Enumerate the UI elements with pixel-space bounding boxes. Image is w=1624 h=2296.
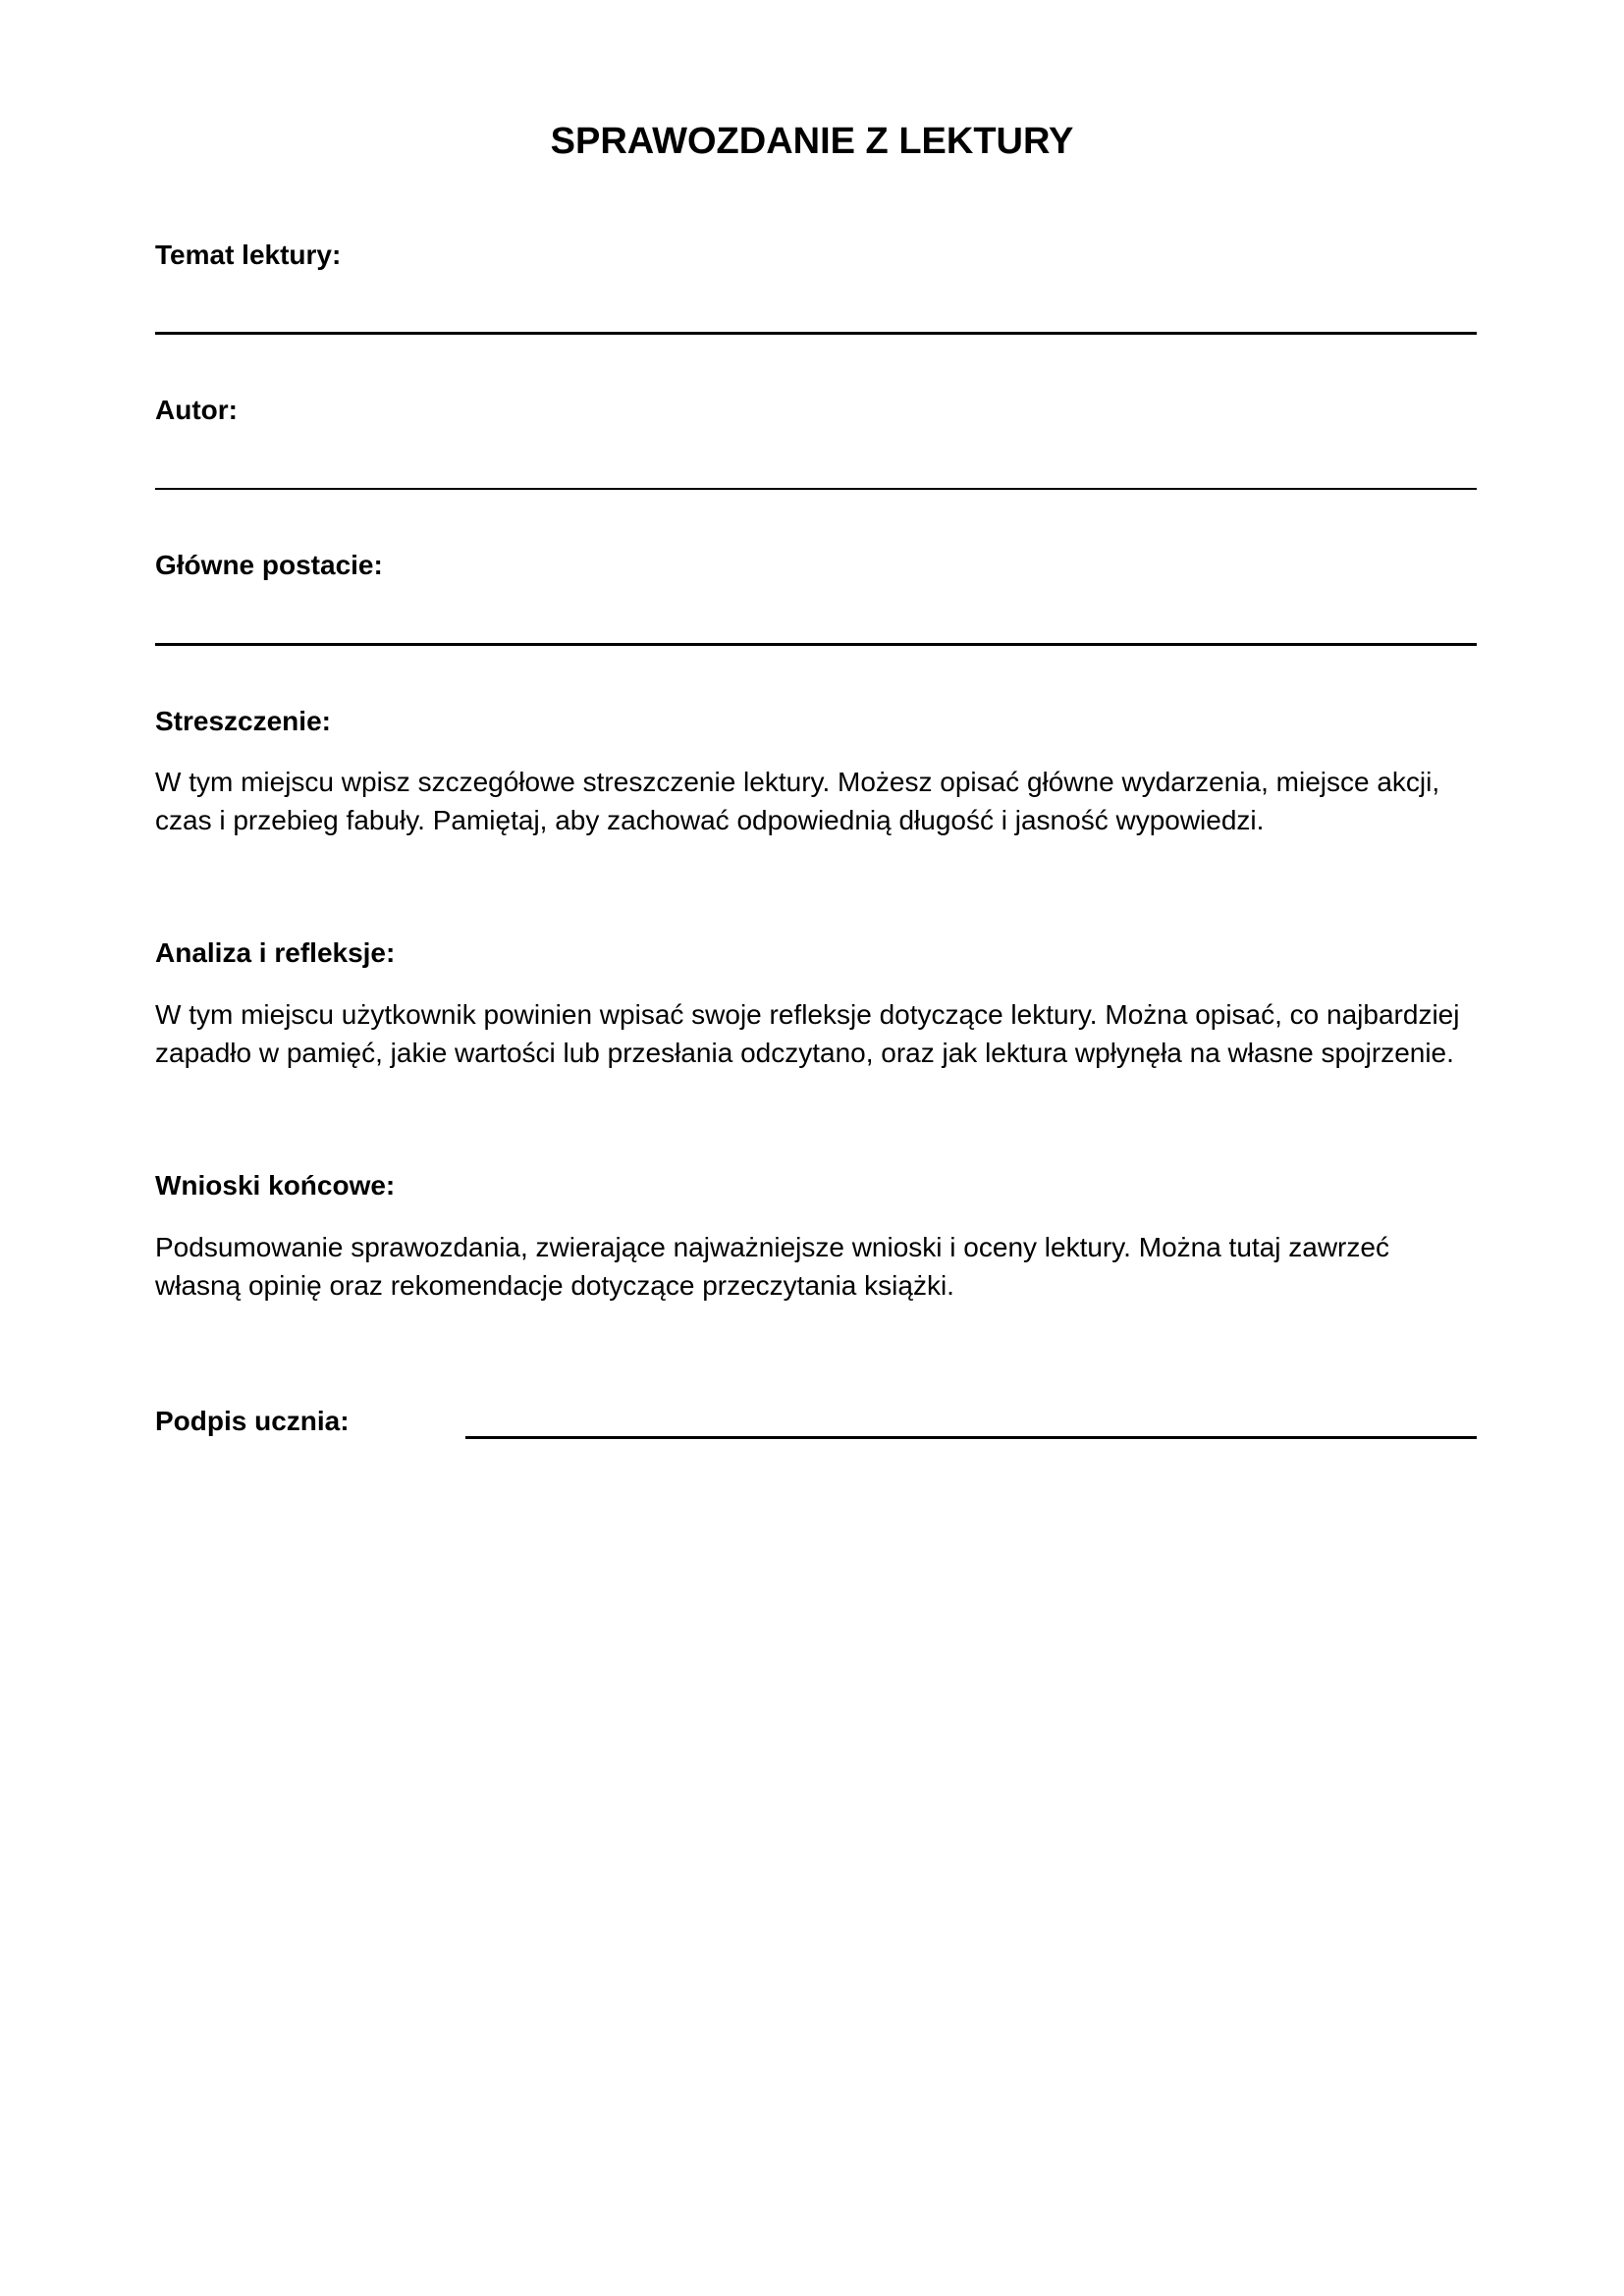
author-field-line[interactable] <box>155 488 1477 490</box>
main-characters-label: Główne postacie: <box>155 550 383 580</box>
page-title: SPRAWOZDANIE Z LEKTURY <box>550 121 1074 162</box>
signature-field-line[interactable] <box>465 1436 1477 1439</box>
summary-text <box>155 763 1490 839</box>
conclusions-text <box>155 1228 1490 1305</box>
analysis-heading: Analiza i refleksje: <box>155 937 396 968</box>
analysis-line-1: W tym miejscu użytkownik powinien wpisać swoje refleksje dotyczące lektury. Można opisać, co najbardziej <box>155 999 1460 1030</box>
conclusions-heading: Wnioski końcowe: <box>155 1170 396 1201</box>
summary-line-2: czas i przebieg fabuły. Pamiętaj, aby zachować odpowiednią długość i jasność wypowiedzi. <box>155 805 1265 835</box>
analysis-line-2: zapadło w pamięć, jakie wartości lub przesłania odczytano, oraz jak lektura wpłynęła na własne spojrzenie. <box>155 1038 1454 1068</box>
conclusions-line-1: Podsumowanie sprawozdania, zwierające najważniejsze wnioski i oceny lektury. Można tutaj zawrzeć <box>155 1232 1389 1262</box>
author-label: Autor: <box>155 395 238 425</box>
analysis-text <box>155 995 1490 1072</box>
topic-field-line[interactable] <box>155 332 1477 335</box>
summary-heading: Streszczenie: <box>155 706 331 736</box>
signature-label: Podpis ucznia: <box>155 1406 350 1436</box>
summary-line-1: W tym miejscu wpisz szczegółowe streszczenie lektury. Możesz opisać główne wydarzenia, miejsce akcji, <box>155 767 1440 797</box>
conclusions-line-2: własną opinię oraz rekomendacje dotyczące przeczytania książki. <box>155 1270 954 1301</box>
main-characters-field-line[interactable] <box>155 643 1477 646</box>
topic-label: Temat lektury: <box>155 240 342 270</box>
